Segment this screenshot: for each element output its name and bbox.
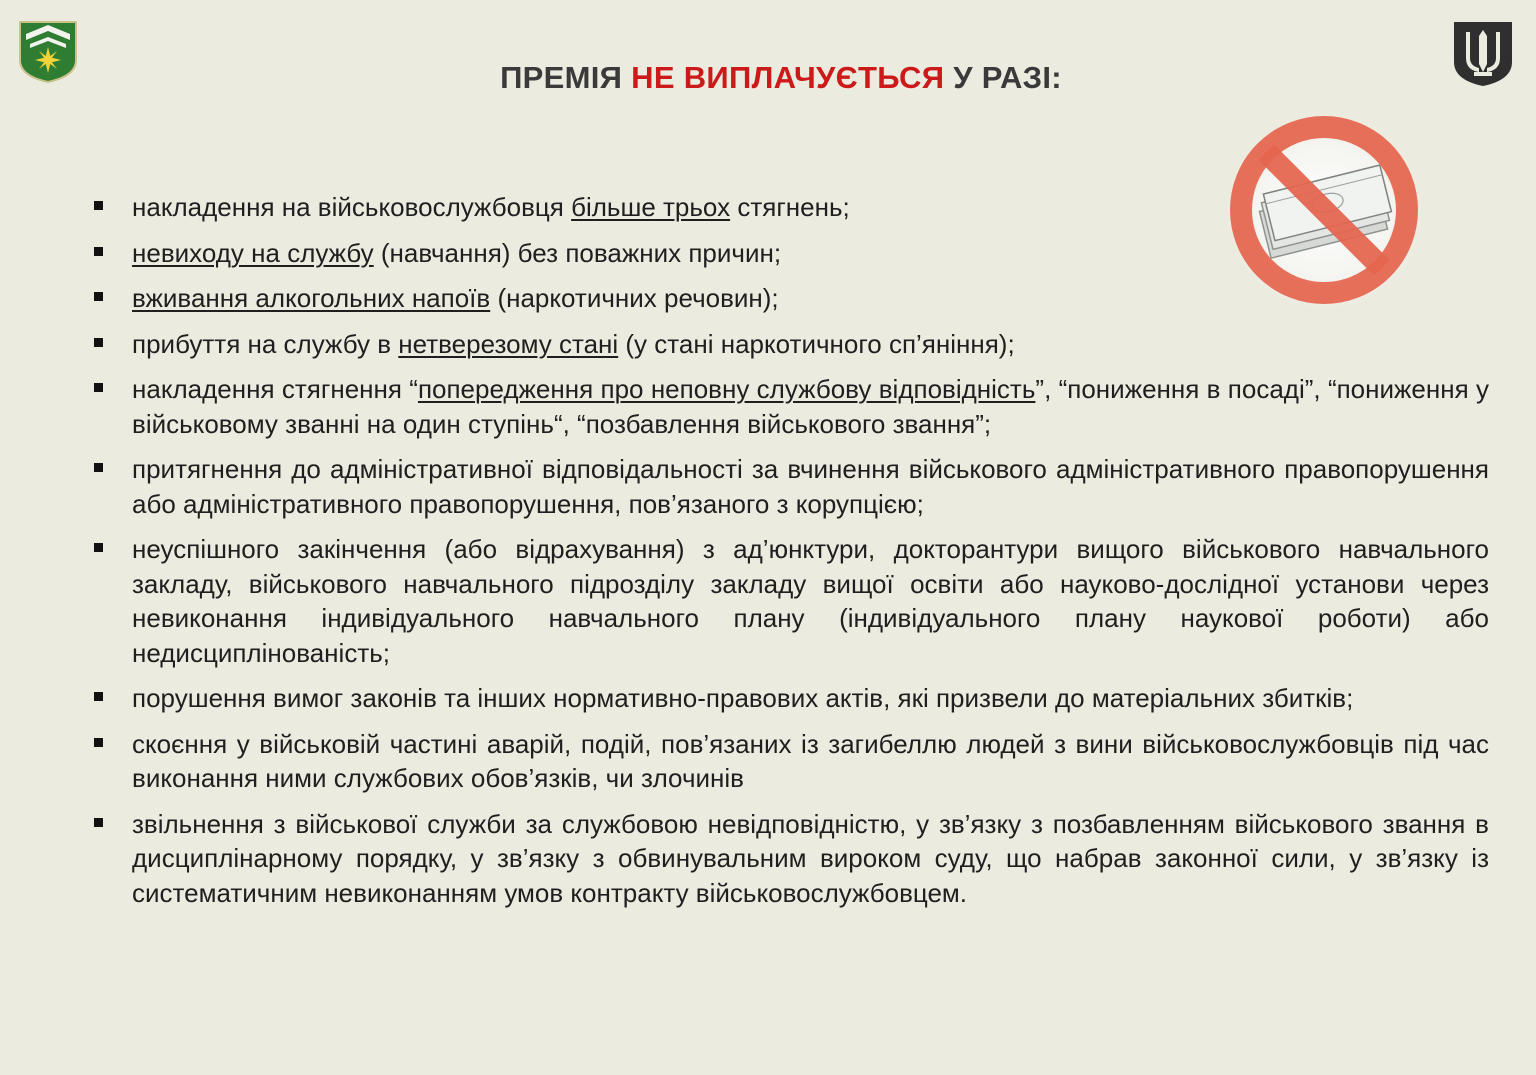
item-text: стягнень; bbox=[730, 192, 850, 222]
list-item bbox=[132, 372, 1489, 441]
bullet-icon bbox=[94, 543, 103, 552]
underlined-text: попередження про неповну службову відповідність bbox=[417, 374, 1036, 404]
bullet-icon bbox=[94, 201, 103, 210]
item-text: накладення на військовослужбовця bbox=[132, 192, 572, 222]
item-text: скоєння у військовій частині аварій, подій, пов’язаних із загибеллю людей з вини військовослужбовців під час виконання ними службових обов’язків, чи злочинів bbox=[132, 728, 1489, 793]
item-text: неуспішного закінчення (або відрахування) з ад’юнктури, докторантури вищого військового навчального закладу, військового навчального підрозділу закладу вищої освіти або науково-дослідної установи через невиконання індивідуального навчального плану (індивідуального плану наукової роботи) або недисциплінованість; bbox=[132, 534, 1489, 668]
bullet-icon bbox=[94, 338, 103, 347]
item-text: (наркотичних речовин); bbox=[490, 283, 779, 313]
item-text: (навчання) без поважних причин; bbox=[373, 237, 782, 268]
list-item bbox=[132, 236, 1489, 271]
bullet-icon bbox=[94, 383, 103, 392]
underlined-text: нетверезому стані bbox=[398, 328, 619, 359]
item-text: накладення стягнення “ bbox=[132, 374, 418, 404]
bullet-icon bbox=[94, 247, 103, 256]
list-item bbox=[132, 727, 1489, 796]
bullet-icon bbox=[94, 463, 103, 472]
underlined-text: невиходу на службу bbox=[132, 237, 374, 268]
item-text: порушення вимог законів та інших нормативно-правових актів, які призвели до матеріальних збитків; bbox=[132, 683, 1354, 713]
page-title bbox=[0, 60, 1536, 96]
title-accent: НЕ ВИПЛАЧУЄТЬСЯ bbox=[631, 60, 945, 95]
list-item bbox=[132, 532, 1489, 670]
item-text: прибуття на службу в bbox=[132, 328, 399, 359]
list-item bbox=[132, 327, 1489, 362]
item-text: притягнення до адміністративної відповідальності за вчинення військового адміністративного правопорушення або адміністративного правопорушення, пов’язаного з корупцією; bbox=[132, 454, 1489, 519]
underlined-text: вживання алкогольних напоїв bbox=[132, 283, 491, 313]
list-item bbox=[132, 190, 1489, 225]
item-text: звільнення з військової служби за службовою невідповідністю, у зв’язку з позбавленням військового звання в дисциплінарному порядку, у зв’язку з обвинувальним вироком суду, що набрав законної сили, у зв’язку із систематичним невиконанням умов контракту військовослужбовцем. bbox=[132, 808, 1489, 908]
list-item bbox=[132, 681, 1489, 716]
bullet-icon bbox=[94, 292, 103, 301]
title-prefix: ПРЕМІЯ bbox=[500, 60, 632, 95]
bullet-icon bbox=[94, 738, 103, 747]
item-text: (у стані наркотичного сп’яніння); bbox=[618, 328, 1015, 359]
bullet-icon bbox=[94, 692, 103, 701]
list-item bbox=[132, 807, 1489, 911]
list-item bbox=[132, 281, 1489, 316]
bullet-icon bbox=[94, 818, 103, 827]
underlined-text: більше трьох bbox=[571, 192, 731, 222]
item-text: ”, “пониження в посаді”, “пониження у військовому званні на один ступінь“, “позбавлення військового звання”; bbox=[132, 374, 1489, 439]
list-item bbox=[132, 452, 1489, 521]
title-suffix: У РАЗІ: bbox=[944, 60, 1062, 95]
conditions-list bbox=[132, 190, 1489, 921]
